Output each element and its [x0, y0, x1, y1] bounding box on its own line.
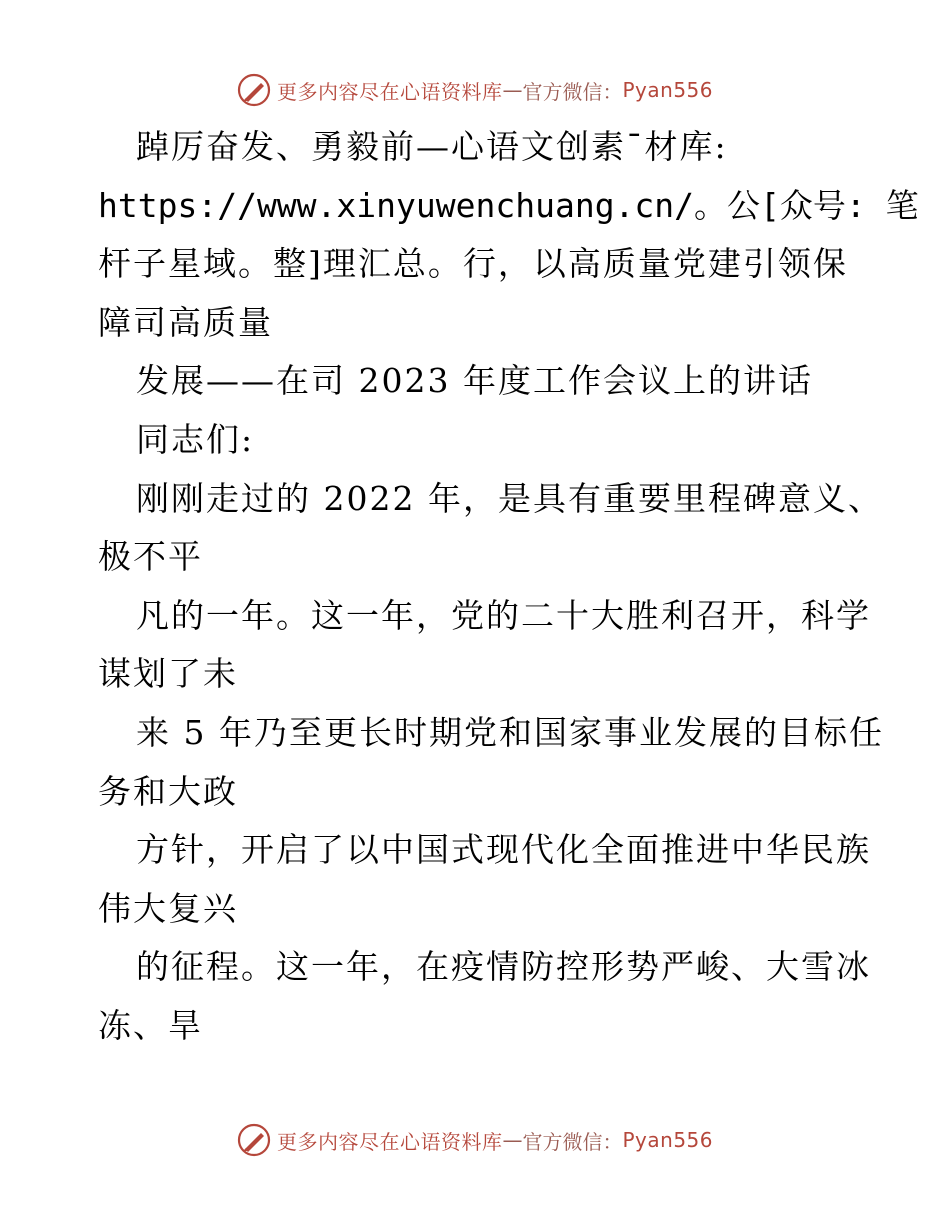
body-line: https://www.xinyuwenchuang.cn/。公[众号: 笔 [98, 185, 919, 225]
body-line: 发展——在司 2023 年度工作会议上的讲话 [136, 361, 813, 401]
body-line: 伟大复兴 [98, 888, 238, 928]
document-body [98, 118, 919, 1056]
body-line: 踔厉奋发、勇毅前—心语文创素¯材库: [136, 127, 728, 166]
banner-dash: — [502, 1128, 523, 1152]
pen-logo-icon [237, 73, 271, 107]
banner-title: 更多内容尽在心语资料库 [276, 79, 503, 104]
body-line: 刚刚走过的 2022 年，是具有重要里程碑意义、 [136, 478, 883, 518]
body-line: 谋划了未 [98, 654, 238, 694]
banner-wechat-id: Pyan556 [622, 78, 713, 102]
body-line: 方针，开启了以中国式现代化全面推进中华民族 [136, 830, 871, 870]
body-line: 杆子星域。整]理汇总。行，以高质量党建引领保 [98, 244, 848, 284]
banner-wechat-id: Pyan556 [622, 1128, 713, 1152]
body-line: 障司高质量 [98, 302, 273, 342]
body-line: 同志们: [136, 419, 255, 459]
body-line: 极不平 [98, 537, 203, 577]
body-line: 的征程。这一年，在疫情防控形势严峻、大雪冰 [136, 947, 871, 987]
banner-title: 更多内容尽在心语资料库 [276, 1129, 503, 1154]
body-line: 凡的一年。这一年，党的二十大胜利召开，科学 [136, 595, 871, 635]
banner-wechat-label: 官方微信： [522, 1129, 623, 1154]
footer-banner [0, 1120, 950, 1160]
body-line: 冻、旱 [98, 1005, 203, 1045]
body-line: 务和大政 [98, 771, 238, 811]
body-line: 来 5 年乃至更长时期党和国家事业发展的目标任 [136, 712, 884, 752]
pen-logo-icon [237, 1123, 271, 1157]
header-banner [0, 70, 950, 110]
banner-wechat-label: 官方微信： [522, 79, 623, 104]
banner-dash: — [502, 78, 523, 102]
